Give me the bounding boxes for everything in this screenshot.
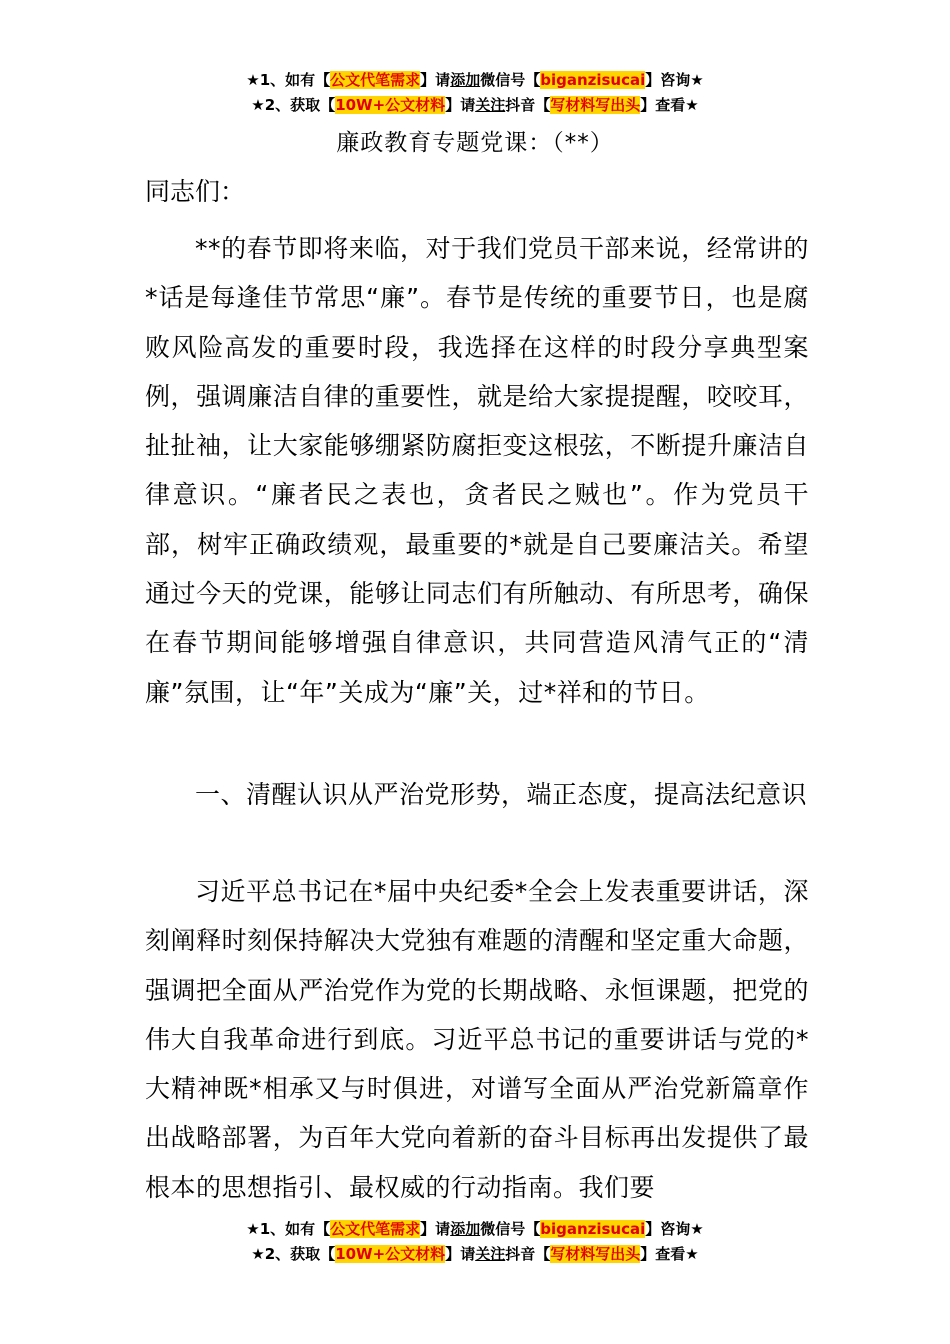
banner-highlight: 10W+公文材料 [335, 96, 446, 114]
page-title: 廉政教育专题党课：（**） [336, 130, 614, 156]
paragraph-2: 习近平总书记在*届中央纪委*全会上发表重要讲话，深刻阐释时刻保持解决大党独有难题的清醒和坚定重大命题，强调把全面从严治党作为党的长期战略、永恒课题，把党的伟大自我革命进行到底。习近平总书记的重要讲话与党的*大精神既*相承又与时俱进，对谱写全面从严治党新篇章作出战略部署，为百年大党向着新的奋斗目标再出发提供了最根本的思想指引、最权威的行动指南。我们要 [145, 877, 809, 1202]
body-section-3 [145, 867, 809, 1212]
star-icon: ★ [251, 1245, 265, 1263]
banner-line-2 [0, 93, 950, 118]
banner-underlined: 添加 [450, 71, 481, 89]
banner-highlight: biganzisucai [540, 1220, 646, 1238]
banner-underlined: 添加 [450, 1220, 481, 1238]
banner-text: 微信号【 [480, 71, 541, 89]
banner-text: 】请 [445, 1245, 476, 1263]
banner-text: 微信号【 [480, 1220, 541, 1238]
banner-text: 】咨询★ [645, 71, 704, 89]
greeting: 同志们： [145, 177, 246, 206]
banner-line-1 [0, 68, 950, 93]
section-heading-1: 一、清醒认识从严治党形势，端正态度，提高法纪意识 [195, 780, 808, 809]
banner-text: 】请 [420, 71, 451, 89]
star-icon: ★ [246, 71, 260, 89]
banner-text: 】查看★ [640, 1245, 699, 1263]
banner-highlight: 10W+公文材料 [335, 1245, 446, 1263]
banner-text: 2、获取【 [264, 96, 336, 114]
banner-highlight: 写材料写出头 [550, 96, 641, 114]
body-section-1 [145, 224, 809, 717]
star-icon: ★ [251, 96, 265, 114]
banner-text: 抖音【 [505, 1245, 551, 1263]
banner-text: 1、如有【 [259, 1220, 331, 1238]
banner-highlight: biganzisucai [540, 71, 646, 89]
paragraph-1: **的春节即将来临，对于我们党员干部来说，经常讲的*话是每逢佳节常思“廉”。春节是传统的重要节日，也是腐败风险高发的重要时段，我选择在这样的时段分享典型案例，强调廉洁自律的重要性，就是给大家提提醒，咬咬耳，扯扯袖，让大家能够绷紧防腐拒变这根弦，不断提升廉洁自律意识。“廉者民之表也，贪者民之贼也”。作为党员干部，树牢正确政绩观，最重要的*就是自己要廉洁关。希望通过今天的党课，能够让同志们有所触动、有所思考，确保在春节期间能够增强自律意识，共同营造风清气正的“清廉”氛围，让“年”关成为“廉”关，过*祥和的节日。 [145, 234, 809, 707]
banner-highlight: 公文代笔需求 [330, 71, 421, 89]
banner-highlight: 写材料写出头 [550, 1245, 641, 1263]
banner-text: 】请 [420, 1220, 451, 1238]
banner-text: 】查看★ [640, 96, 699, 114]
banner-line-2 [0, 1242, 950, 1267]
banner-text: 】咨询★ [645, 1220, 704, 1238]
body-section-2 [145, 770, 809, 819]
banner-text: 2、获取【 [264, 1245, 336, 1263]
bottom-banner [0, 1217, 950, 1267]
banner-underlined: 关注 [475, 1245, 506, 1263]
banner-underlined: 关注 [475, 96, 506, 114]
banner-text: 】请 [445, 96, 476, 114]
banner-text: 1、如有【 [259, 71, 331, 89]
banner-text: 抖音【 [505, 96, 551, 114]
banner-line-1 [0, 1217, 950, 1242]
banner-highlight: 公文代笔需求 [330, 1220, 421, 1238]
star-icon: ★ [246, 1220, 260, 1238]
top-banner [0, 68, 950, 118]
